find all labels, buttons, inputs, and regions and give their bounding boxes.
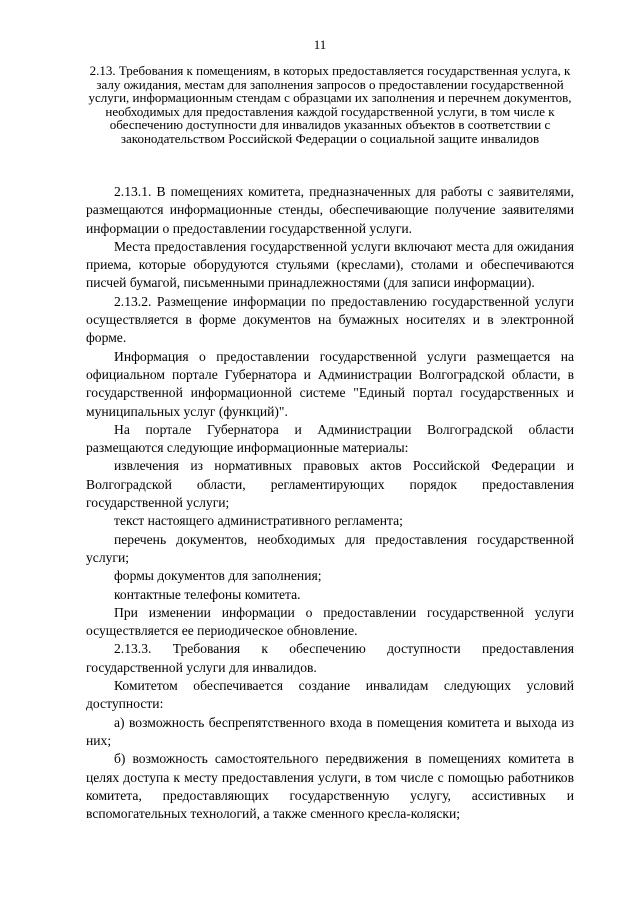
paragraph: Места предоставления государственной услуги включают места для ожидания приема, которые оборудуются стульями (креслами), столами и обеспечиваются писчей бумагой, письменными принадлежностями (для записи информации). (86, 238, 574, 291)
document-body (86, 183, 574, 823)
paragraph: формы документов для заполнения; (114, 568, 322, 584)
paragraph: а) возможность беспрепятственного входа в помещения комитета и выхода из них; (86, 714, 574, 748)
section-heading: 2.13. Требования к помещениям, в которых предоставляется государственная услуга, к залу ожидания, местам для заполнения запросов о предоставлении государственной услуги, информационным стендам с образцами их заполнения и перечнем документов, необходимых для предоставления каждой государственной услуги, в том числе к обеспечению доступности для инвалидов указанных объектов в соответствии с законодательством Российской Федерации о социальной защите инвалидов (88, 63, 572, 146)
paragraph: перечень документов, необходимых для предоставления государственной услуги; (86, 531, 574, 565)
paragraph: При изменении информации о предоставлении государственной услуги осуществляется ее периодическое обновление. (86, 604, 574, 639)
paragraph: Информация о предоставлении государственной услуги размещается на официальном портале Губернатора и Администрации Волгоградской области, в государственной информационной системе "Единый портал государственных и муниципальных услуг (функций)". (86, 348, 574, 419)
paragraph: Комитетом обеспечивается создание инвалидам следующих условий доступности: (86, 678, 574, 712)
paragraph: 2.13.2. Размещение информации по предоставлению государственной услуги осуществляется в форме документов на бумажных носителях и в электронной форме. (86, 293, 574, 346)
paragraph: На портале Губернатора и Администрации Волгоградской области размещаются следующие информационные материалы: (86, 421, 574, 456)
paragraph: текст настоящего административного регламента; (114, 513, 403, 529)
page-number: 11 (313, 37, 327, 52)
paragraph: 2.13.1. В помещениях комитета, предназначенных для работы с заявителями, размещаются информационные стенды, обеспечивающие получение заявителями информации о предоставлении государственной услуги. (86, 184, 574, 236)
paragraph: 2.13.3. Требования к обеспечению доступности предоставления государственной услуги для инвалидов. (86, 641, 574, 675)
paragraph: контактные телефоны комитета. (114, 586, 301, 602)
paragraph: извлечения из нормативных правовых актов Российской Федерации и Волгоградской области, регламентирующих порядок предоставления государственной услуги; (86, 458, 574, 511)
paragraph: б) возможность самостоятельного передвижения в помещениях комитета в целях доступа к месту предоставления услуги, в том числе с помощью работников комитета, предоставляющих государственную услугу, ассистивных и вспомогательных технологий, а также сменного кресла-коляски; (86, 751, 574, 822)
